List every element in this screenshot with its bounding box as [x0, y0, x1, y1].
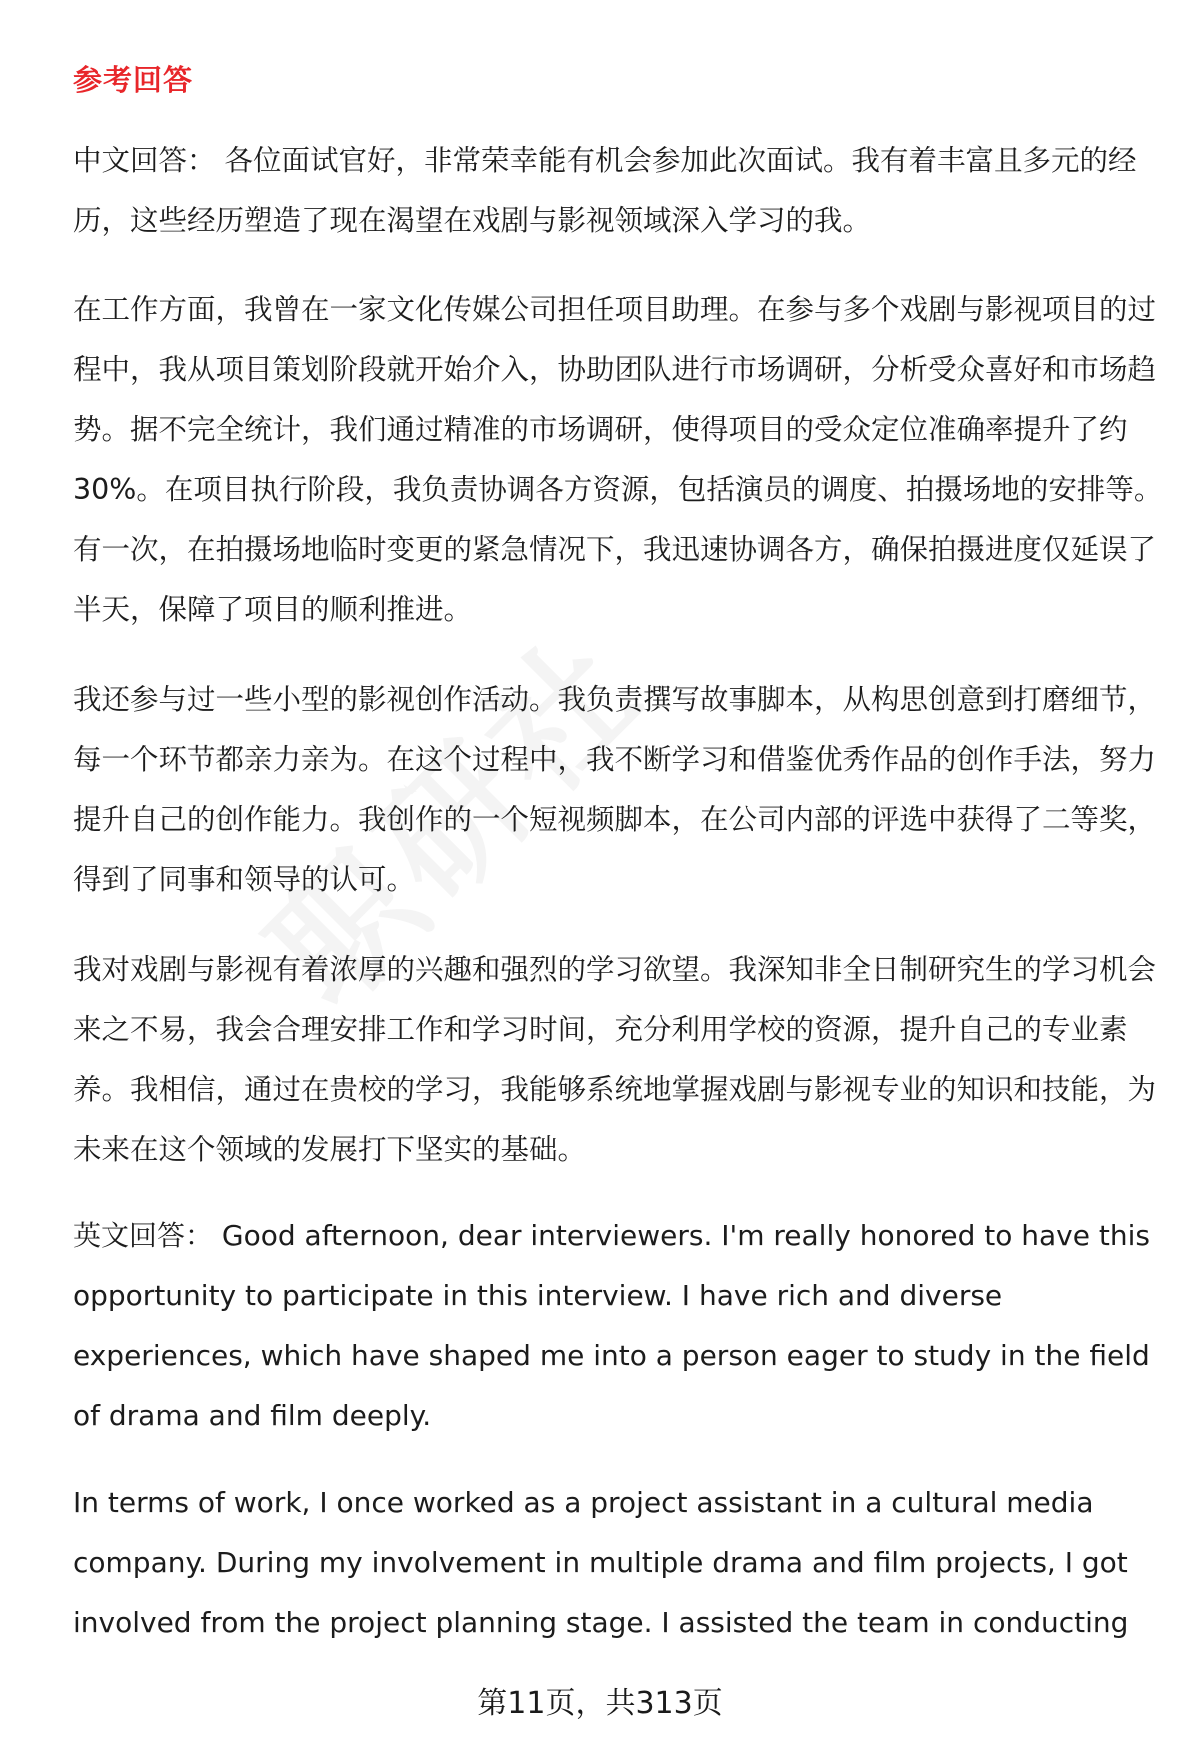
paragraph-work-experience: 在工作方面，我曾在一家文化传媒公司担任项目助理。在参与多个戏剧与影视项目的过程中，我从项目策划阶段就开始介入，协助团队进行市场调研，分析受众喜好和市场趋势。据不完全统计，我们通过精准的市场调研，使得项目的受众定位准确率提升了约30%。在项目执行阶段，我负责协调各方资源，包括演员的调度、拍摄场地的安排等。有一次，在拍摄场地临时变更的紧急情况下，我迅速协调各方，确保拍摄进度仅延误了半天，保障了项目的顺利推进。	[73, 293, 1163, 626]
paragraph-english-work: In terms of work, I once worked as a project assistant in a cultural media company. During my involvement in multiple drama and film projects, I got involved from the project planning stage. I assisted the team in conducting	[73, 1486, 1129, 1639]
document-page	[73, 0, 1163, 1755]
section-heading: 参考回答	[73, 63, 194, 97]
paragraph-creative-activities: 我还参与过一些小型的影视创作活动。我负责撰写故事脚本，从构思创意到打磨细节，每一个环节都亲力亲为。在这个过程中，我不断学习和借鉴优秀作品的创作手法，努力提升自己的创作能力。我创作的一个短视频脚本，在公司内部的评选中获得了二等奖，得到了同事和领导的认可。	[73, 683, 1157, 896]
paragraph-study-motivation: 我对戏剧与影视有着浓厚的兴趣和强烈的学习欲望。我深知非全日制研究生的学习机会来之不易，我会合理安排工作和学习时间，充分利用学校的资源，提升自己的专业素养。我相信，通过在贵校的学习，我能够系统地掌握戏剧与影视专业的知识和技能，为未来在这个领域的发展打下坚实的基础。	[73, 953, 1157, 1166]
page-number-footer: 第11页，共313页	[477, 1686, 723, 1721]
paragraph-chinese-intro: 中文回答： 各位面试官好，非常荣幸能有机会参加此次面试。我有着丰富且多元的经历，这些经历塑造了现在渴望在戏剧与影视领域深入学习的我。	[73, 144, 1137, 237]
paragraph-english-intro: 英文回答： Good afternoon, dear interviewers. I'm really honored to have this opportunity to participate in this interview. I have rich and diverse experiences, which have shaped me into a person eager to study in the field of drama and film deeply.	[73, 1219, 1150, 1432]
